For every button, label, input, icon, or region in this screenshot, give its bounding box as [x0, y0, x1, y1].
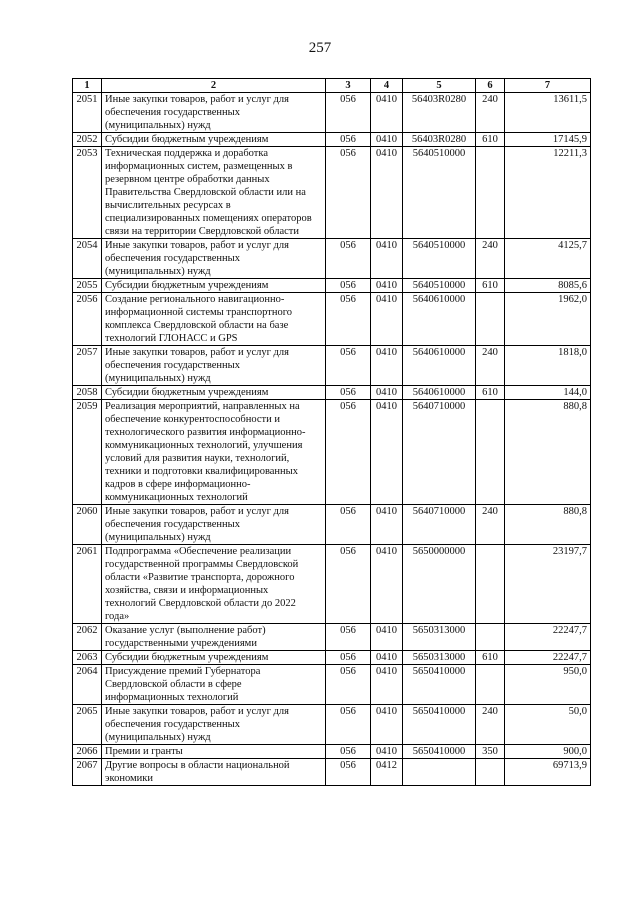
code-4-cell: 0410 [371, 665, 403, 705]
code-5-cell: 5640510000 [403, 239, 476, 279]
code-5-cell: 5650410000 [403, 665, 476, 705]
code-6-cell [476, 400, 505, 505]
code-6-cell [476, 759, 505, 786]
row-number-cell: 2061 [73, 545, 102, 624]
table-row [73, 745, 591, 759]
code-4-cell: 0410 [371, 545, 403, 624]
code-5-cell: 5650313000 [403, 624, 476, 651]
code-3-cell: 056 [326, 745, 371, 759]
code-3-cell: 056 [326, 651, 371, 665]
code-4-cell: 0410 [371, 705, 403, 745]
code-4-cell: 0410 [371, 279, 403, 293]
row-number-cell: 2051 [73, 93, 102, 133]
row-number-cell: 2055 [73, 279, 102, 293]
description-cell: Иные закупки товаров, работ и услуг для обеспечения государственных (муниципальных) нужд [102, 346, 326, 386]
table-row [73, 651, 591, 665]
row-number-cell: 2062 [73, 624, 102, 651]
description-cell: Субсидии бюджетным учреждениям [102, 386, 326, 400]
code-4-cell: 0410 [371, 505, 403, 545]
table-row [73, 665, 591, 705]
header-col-4: 4 [371, 79, 403, 93]
description-cell: Подпрограмма «Обеспечение реализации государственной программы Свердловской области «Развитие транспорта, дорожного хозяйства, связи и информационных технологий Свердловской области до 2022 года» [102, 545, 326, 624]
code-4-cell: 0410 [371, 293, 403, 346]
row-number-cell: 2052 [73, 133, 102, 147]
code-5-cell: 5650313000 [403, 651, 476, 665]
code-4-cell: 0410 [371, 400, 403, 505]
code-4-cell: 0410 [371, 133, 403, 147]
amount-cell: 1962,0 [505, 293, 591, 346]
table-row [73, 545, 591, 624]
row-number-cell: 2063 [73, 651, 102, 665]
code-5-cell: 56403R0280 [403, 93, 476, 133]
amount-cell: 12211,3 [505, 147, 591, 239]
description-cell: Присуждение премий Губернатора Свердловской области в сфере информационных технологий [102, 665, 326, 705]
amount-cell: 4125,7 [505, 239, 591, 279]
row-number-cell: 2058 [73, 386, 102, 400]
description-cell: Субсидии бюджетным учреждениям [102, 133, 326, 147]
table-row [73, 293, 591, 346]
description-cell: Иные закупки товаров, работ и услуг для обеспечения государственных (муниципальных) нужд [102, 93, 326, 133]
code-5-cell: 5640510000 [403, 279, 476, 293]
code-5-cell: 5640710000 [403, 505, 476, 545]
page-number: 257 [308, 40, 332, 56]
code-3-cell: 056 [326, 400, 371, 505]
code-6-cell [476, 147, 505, 239]
code-6-cell: 240 [476, 93, 505, 133]
row-number-cell: 2056 [73, 293, 102, 346]
amount-cell: 22247,7 [505, 651, 591, 665]
code-6-cell [476, 545, 505, 624]
code-4-cell: 0410 [371, 386, 403, 400]
table-row [73, 147, 591, 239]
code-3-cell: 056 [326, 624, 371, 651]
row-number-cell: 2065 [73, 705, 102, 745]
description-cell: Реализация мероприятий, направленных на обеспечение конкурентоспособности и технологического развития информационно-коммуникационных технологий, улучшения условий для развития науки, технологий, техники и подготовки квалифицированных кадров в сфере информационно-коммуникационных технологий [102, 400, 326, 505]
amount-cell: 69713,9 [505, 759, 591, 786]
code-4-cell: 0410 [371, 745, 403, 759]
code-5-cell: 5650410000 [403, 745, 476, 759]
row-number-cell: 2060 [73, 505, 102, 545]
table-row [73, 279, 591, 293]
description-cell: Иные закупки товаров, работ и услуг для обеспечения государственных (муниципальных) нужд [102, 239, 326, 279]
row-number-cell: 2053 [73, 147, 102, 239]
header-col-3: 3 [326, 79, 371, 93]
code-3-cell: 056 [326, 346, 371, 386]
row-number-cell: 2054 [73, 239, 102, 279]
table-row [73, 386, 591, 400]
table-row [73, 705, 591, 745]
header-col-2: 2 [102, 79, 326, 93]
code-6-cell: 240 [476, 239, 505, 279]
code-3-cell: 056 [326, 759, 371, 786]
header-col-5: 5 [403, 79, 476, 93]
table-row [73, 400, 591, 505]
table-row [73, 624, 591, 651]
amount-cell: 22247,7 [505, 624, 591, 651]
code-3-cell: 056 [326, 505, 371, 545]
code-3-cell: 056 [326, 147, 371, 239]
row-number-cell: 2059 [73, 400, 102, 505]
code-5-cell: 5650410000 [403, 705, 476, 745]
header-col-1: 1 [73, 79, 102, 93]
code-6-cell: 240 [476, 346, 505, 386]
table-row [73, 93, 591, 133]
code-5-cell: 5640710000 [403, 400, 476, 505]
code-6-cell [476, 293, 505, 346]
description-cell: Субсидии бюджетным учреждениям [102, 651, 326, 665]
row-number-cell: 2064 [73, 665, 102, 705]
code-5-cell: 5640610000 [403, 346, 476, 386]
row-number-cell: 2057 [73, 346, 102, 386]
description-cell: Иные закупки товаров, работ и услуг для обеспечения государственных (муниципальных) нужд [102, 505, 326, 545]
code-5-cell [403, 759, 476, 786]
row-number-cell: 2067 [73, 759, 102, 786]
amount-cell: 13611,5 [505, 93, 591, 133]
code-6-cell: 610 [476, 651, 505, 665]
code-3-cell: 056 [326, 93, 371, 133]
amount-cell: 23197,7 [505, 545, 591, 624]
row-number-cell: 2066 [73, 745, 102, 759]
header-row [73, 79, 591, 93]
code-6-cell: 240 [476, 505, 505, 545]
code-4-cell: 0412 [371, 759, 403, 786]
code-3-cell: 056 [326, 545, 371, 624]
code-6-cell: 350 [476, 745, 505, 759]
code-3-cell: 056 [326, 293, 371, 346]
code-3-cell: 056 [326, 279, 371, 293]
amount-cell: 1818,0 [505, 346, 591, 386]
table-row [73, 505, 591, 545]
code-3-cell: 056 [326, 386, 371, 400]
amount-cell: 50,0 [505, 705, 591, 745]
code-5-cell: 5640610000 [403, 293, 476, 346]
header-col-6: 6 [476, 79, 505, 93]
code-6-cell: 610 [476, 133, 505, 147]
code-4-cell: 0410 [371, 147, 403, 239]
code-3-cell: 056 [326, 705, 371, 745]
code-3-cell: 056 [326, 133, 371, 147]
code-6-cell: 240 [476, 705, 505, 745]
budget-table [72, 78, 591, 786]
code-3-cell: 056 [326, 665, 371, 705]
amount-cell: 950,0 [505, 665, 591, 705]
amount-cell: 880,8 [505, 505, 591, 545]
table-row [73, 759, 591, 786]
code-5-cell: 5650000000 [403, 545, 476, 624]
code-4-cell: 0410 [371, 346, 403, 386]
code-5-cell: 5640610000 [403, 386, 476, 400]
code-4-cell: 0410 [371, 624, 403, 651]
description-cell: Оказание услуг (выполнение работ) государственными учреждениями [102, 624, 326, 651]
table-row [73, 133, 591, 147]
header-col-7: 7 [505, 79, 591, 93]
code-5-cell: 56403R0280 [403, 133, 476, 147]
description-cell: Субсидии бюджетным учреждениям [102, 279, 326, 293]
code-4-cell: 0410 [371, 239, 403, 279]
code-3-cell: 056 [326, 239, 371, 279]
amount-cell: 8085,6 [505, 279, 591, 293]
code-6-cell: 610 [476, 386, 505, 400]
code-6-cell [476, 665, 505, 705]
table-row [73, 346, 591, 386]
code-6-cell: 610 [476, 279, 505, 293]
amount-cell: 880,8 [505, 400, 591, 505]
description-cell: Создание регионального навигационно-информационной системы транспортного комплекса Свердловской области на базе технологий ГЛОНАСС и GPS [102, 293, 326, 346]
amount-cell: 144,0 [505, 386, 591, 400]
description-cell: Премии и гранты [102, 745, 326, 759]
code-5-cell: 5640510000 [403, 147, 476, 239]
code-4-cell: 0410 [371, 651, 403, 665]
table-body [73, 93, 591, 786]
table-row [73, 239, 591, 279]
description-cell: Другие вопросы в области национальной экономики [102, 759, 326, 786]
description-cell: Техническая поддержка и доработка информационных систем, размещенных в резервном центре обработки данных Правительства Свердловской области или на вычислительных ресурсах в специализированных помещениях операторов связи на территории Свердловской области [102, 147, 326, 239]
description-cell: Иные закупки товаров, работ и услуг для обеспечения государственных (муниципальных) нужд [102, 705, 326, 745]
code-6-cell [476, 624, 505, 651]
amount-cell: 17145,9 [505, 133, 591, 147]
amount-cell: 900,0 [505, 745, 591, 759]
code-4-cell: 0410 [371, 93, 403, 133]
